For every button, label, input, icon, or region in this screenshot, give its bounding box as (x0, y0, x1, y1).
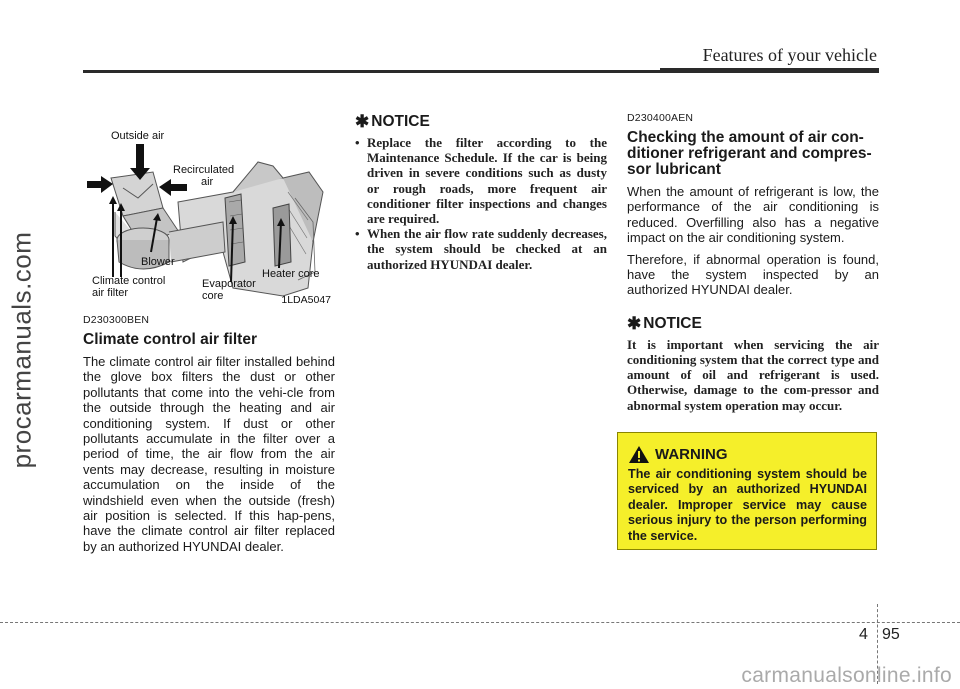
label-filter-1: Climate control (92, 275, 166, 287)
column-middle (355, 112, 607, 272)
notice-title (355, 112, 607, 132)
side-watermark (2, 80, 42, 620)
hvac-diagram (83, 112, 335, 310)
label-evaporator-1: Evaporator (202, 278, 256, 290)
warning-box (617, 432, 877, 550)
notice-item-text: Replace the filter according to the Maintenance Schedule. If the car is being driven in severe conditions such as dusty or rough roads, more frequent air conditioner filter inspections and changes are required. (367, 135, 607, 227)
label-blower: Blower (141, 256, 175, 268)
warning-text: The air conditioning system should be serviced by an authorized HYUNDAI dealer. Improper service may cause serious injury to the person performing the service. (628, 467, 867, 543)
notice-star-icon: ✱ (627, 313, 642, 333)
section-heading: Climate control air filter (83, 331, 257, 348)
notice-list-item (355, 226, 607, 272)
column-right (627, 112, 879, 413)
footer-rule (0, 622, 960, 623)
label-heater-core: Heater core (262, 268, 320, 280)
notice-title (627, 314, 879, 334)
notice-title-text: NOTICE (643, 314, 702, 332)
section-body: When the amount of refrigerant is low, the performance of the air conditioning is reduced. Overfilling also has a negative impact on the air conditioning system. (627, 184, 879, 246)
warning-header (628, 445, 867, 464)
section-code: D230400AEN (627, 112, 694, 124)
label-recirculated-1: Recirculated (173, 164, 235, 176)
column-left (83, 112, 335, 554)
label-recirculated-2: air (201, 176, 214, 188)
chapter-number: 4 (859, 626, 868, 643)
warning-title: WARNING (655, 446, 728, 463)
section-heading: Checking the amount of air con-ditioner refrigerant and compres-sor lubricant (627, 129, 872, 178)
page-header-title: Features of your vehicle (702, 45, 877, 65)
label-evaporator-2: core (202, 290, 224, 302)
side-watermark-text: procarmanuals.com (6, 231, 37, 469)
bullet-icon: • (355, 135, 360, 150)
label-outside-air: Outside air (111, 130, 165, 142)
notice-star-icon: ✱ (355, 112, 370, 131)
figure-code: 1LDA5047 (281, 294, 331, 306)
section-body: Therefore, if abnormal operation is found, have the system inspected by an authorized HYUNDAI dealer. (627, 251, 879, 298)
page-number: 95 (882, 626, 900, 643)
section-body: The climate control air filter installed behind the glove box filters the dust or other pollutants that come into the vehi-cle from the outside through the heating and air conditioning system. If dust or other pollutants accumulate in the filter over a period of time, the air flow from the air vents may decrease, resulting in moisture accumulation on the inside of the windshield even when the outside (fresh) air position is selected. If this hap-pens, have the climate control air filter replaced by an authorized HYUNDAI dealer. (83, 354, 335, 554)
header-rule-accent (660, 68, 879, 73)
label-filter-2: air filter (92, 287, 129, 299)
warning-triangle-icon (628, 445, 650, 464)
section-code: D230300BEN (83, 314, 150, 326)
notice-text: It is important when servicing the air conditioning system that the correct type and amount of oil and refrigerant is used. Otherwise, damage to the com-pressor and abnormal system operation may occur. (627, 336, 879, 413)
bullet-icon: • (355, 226, 360, 242)
notice-list-item (355, 135, 607, 226)
notice-list (355, 135, 607, 272)
footer-watermark: carmanualsonline.info (741, 664, 952, 687)
notice-item-text: When the air flow rate suddenly decreases, the system should be checked at an authorized HYUNDAI dealer. (367, 226, 607, 272)
notice-title-text: NOTICE (371, 113, 430, 130)
